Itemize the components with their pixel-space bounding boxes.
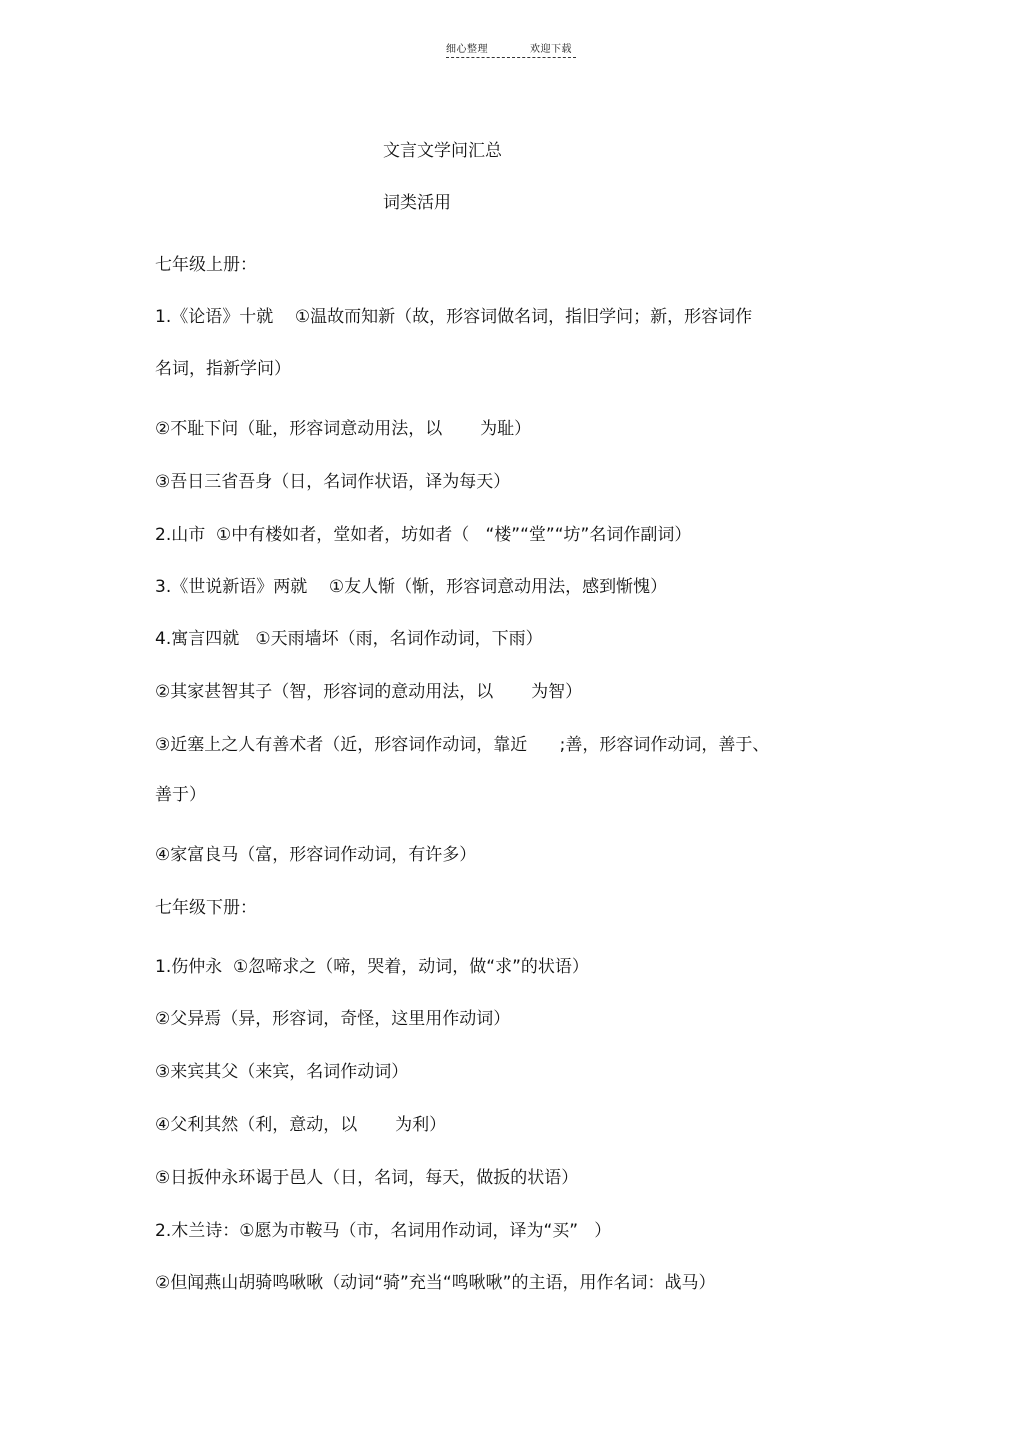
text-line: ③吾日三省吾身（日，名词作状语，译为每天） bbox=[155, 472, 511, 492]
text-line: 3.《世说新语》两就 ①友人惭（惭，形容词意动用法，感到惭愧） bbox=[155, 577, 668, 597]
text-line: 1.伤仲永 ①忽啼求之（啼，哭着，动词，做“求”的状语） bbox=[155, 957, 589, 977]
text-line: ③来宾其父（来宾，名词作动词） bbox=[155, 1062, 409, 1082]
text-line: ②不耻下问（耻，形容词意动用法，以 为耻） bbox=[155, 419, 532, 439]
text-line: 4.寓言四就 ①天雨墙坏（雨，名词作动词，下雨） bbox=[155, 629, 543, 649]
section-heading: 词类活用 bbox=[383, 193, 451, 213]
text-line: ②父异焉（异，形容词，奇怪，这里用作动词） bbox=[155, 1009, 511, 1029]
grade-heading-lower: 七年级下册： bbox=[155, 898, 257, 918]
text-line: 名词，指新学问） bbox=[155, 359, 291, 379]
header-left-text: 细心整理 bbox=[446, 44, 488, 55]
text-line: ④父利其然（利，意动，以 为利） bbox=[155, 1115, 447, 1135]
text-line: ⑤日扳仲永环谒于邑人（日，名词，每天，做扳的状语） bbox=[155, 1168, 579, 1188]
text-line: ②但闻燕山胡骑鸣啾啾（动词“骑”充当“鸣啾啾”的主语，用作名词：战马） bbox=[155, 1273, 716, 1293]
page-header bbox=[0, 38, 1024, 68]
text-line: ②其家甚智其子（智，形容词的意动用法，以 为智） bbox=[155, 682, 583, 702]
document-title: 文言文学问汇总 bbox=[383, 141, 502, 161]
grade-heading-upper: 七年级上册： bbox=[155, 255, 257, 275]
text-line: 2.山市 ①中有楼如者，堂如者，坊如者（ “楼”“堂”“坊”名词作副词） bbox=[155, 525, 692, 545]
text-line: 1.《论语》十就 ①温故而知新（故，形容词做名词，指旧学问；新，形容词作 bbox=[155, 307, 753, 327]
text-line: 善于） bbox=[155, 785, 206, 805]
text-line: 2.木兰诗：①愿为市鞍马（市，名词用作动词，译为“买” ） bbox=[155, 1221, 612, 1241]
header-dashed-rule bbox=[446, 57, 576, 58]
header-right-text: 欢迎下载 bbox=[530, 44, 572, 55]
text-line: ③近塞上之人有善术者（近，形容词作动词，靠近 ;善，形容词作动词，善于、 bbox=[155, 735, 770, 755]
text-line: ④家富良马（富，形容词作动词，有许多） bbox=[155, 845, 477, 865]
